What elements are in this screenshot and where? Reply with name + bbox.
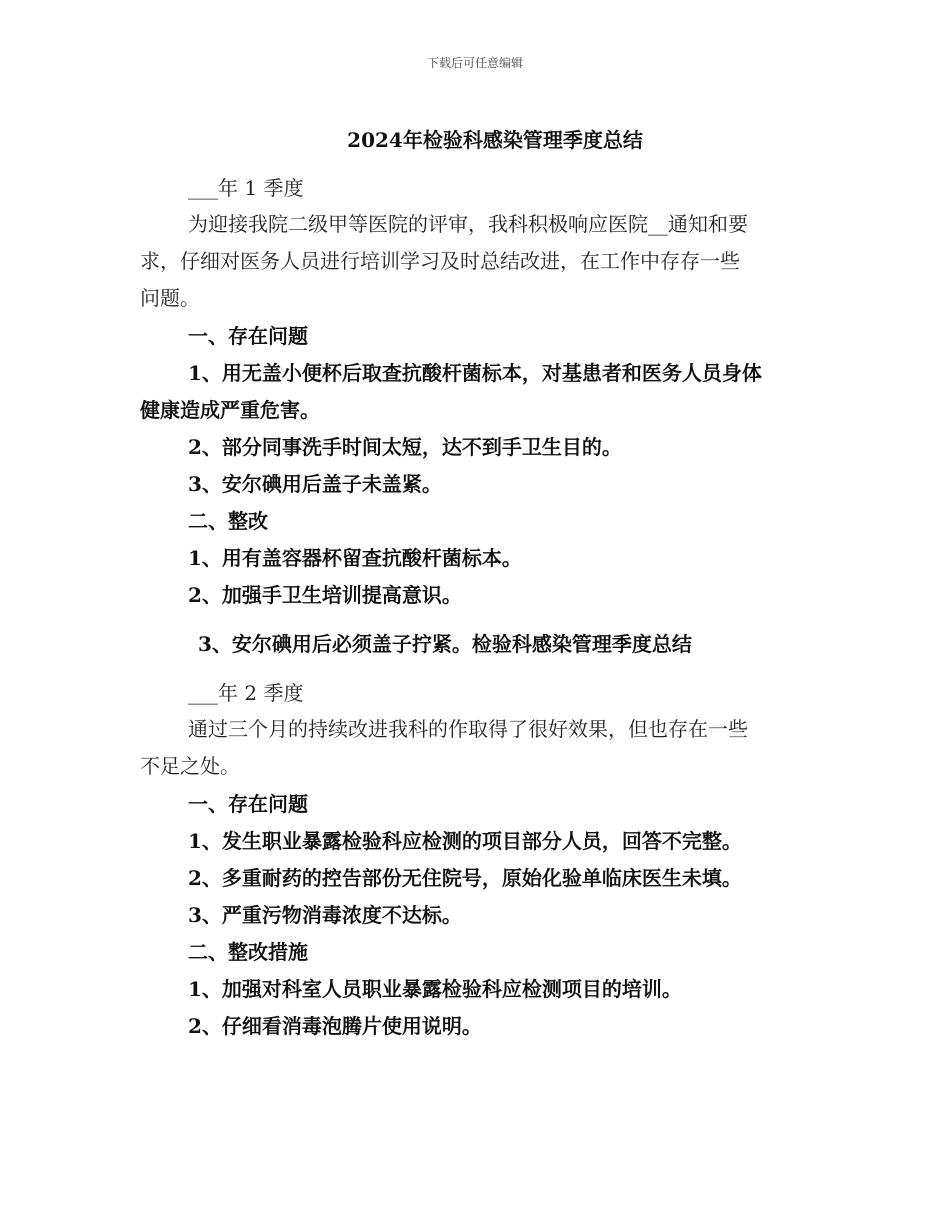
header-note: 下载后可任意编辑 [426,56,523,70]
q1-problem-2: 2、部分同事洗手时间太短，达不到手卫生目的。 [188,435,622,459]
q1-intro-line-3: 问题。 [140,286,200,310]
q2-problem-1: 1、发生职业暴露检验科应检测的项目部分人员，回答不完整。 [188,829,742,853]
q1-rectification-heading: 二、整改 [188,509,268,533]
q2-intro-line-2: 不足之处。 [140,754,240,778]
q2-problems-heading: 一、存在问题 [188,792,308,816]
q1-rectification-3-and-section-title: 3、安尔碘用后必须盖子拧紧。检验科感染管理季度总结 [198,632,692,656]
q1-intro-line-2: 求，仔细对医务人员进行培训学习及时总结改进，在工作中存存一些 [140,249,740,273]
q1-problems-heading: 一、存在问题 [188,324,308,348]
q2-problem-3: 3、严重污物消毒浓度不达标。 [188,903,462,927]
q2-rectification-heading: 二、整改措施 [188,940,308,964]
q1-quarter-label: ___年 1 季度 [188,176,304,200]
q1-problem-1-line-2: 健康造成严重危害。 [140,398,320,422]
q2-problem-2: 2、多重耐药的控告部份无住院号，原始化验单临床医生未填。 [188,866,742,890]
document-title: 2024年检验科感染管理季度总结 [347,128,643,152]
q2-quarter-label: ___年 2 季度 [188,681,304,705]
q2-intro-line-1: 通过三个月的持续改进我科的作取得了很好效果，但也存在一些 [188,717,748,741]
q2-rectification-2: 2、仔细看消毒泡腾片使用说明。 [188,1014,482,1038]
q1-problem-3: 3、安尔碘用后盖子未盖紧。 [188,472,442,496]
q1-rectification-2: 2、加强手卫生培训提高意识。 [188,583,462,607]
q2-rectification-1: 1、加强对科室人员职业暴露检验科应检测项目的培训。 [188,977,682,1001]
q1-problem-1-line-1: 1、用无盖小便杯后取查抗酸杆菌标本，对基患者和医务人员身体 [188,361,762,385]
q1-intro-line-1: 为迎接我院二级甲等医院的评审，我科积极响应医院__通知和要 [188,212,748,236]
q1-rectification-1: 1、用有盖容器杯留查抗酸杆菌标本。 [188,546,522,570]
